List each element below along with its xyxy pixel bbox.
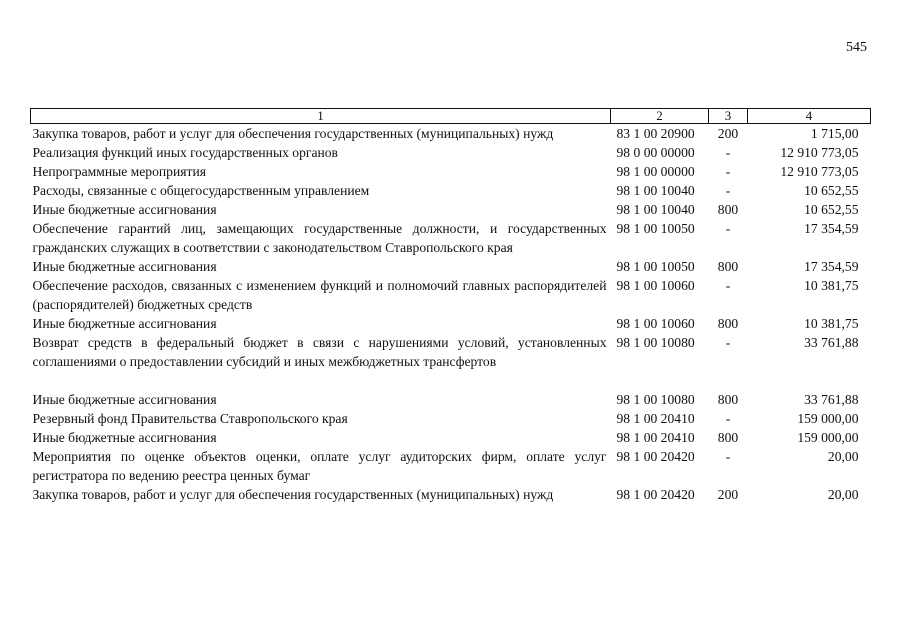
table-row: [31, 314, 871, 333]
row-name: Иные бюджетные ассигнования: [32, 202, 217, 217]
row-code: 98 1 00 10080: [616, 392, 695, 407]
row-code: 98 1 00 10050: [616, 259, 695, 274]
table-row: [31, 428, 871, 447]
table-header-row: [31, 109, 871, 124]
row-code: 98 1 00 10080: [616, 335, 695, 350]
table-row: [31, 390, 871, 409]
row-amount: 12 910 773,05: [780, 145, 859, 160]
row-name: Возврат средств в федеральный бюджет в связи с нарушениями условий, установленных соглашениями о предоставлении субсидий и иных межбюджетных трансфертов: [32, 335, 607, 369]
row-amount: 17 354,59: [804, 221, 859, 236]
table-row: [31, 257, 871, 276]
table-body: [31, 124, 871, 505]
row-type: 800: [717, 259, 739, 274]
column-header-type: 3: [709, 109, 748, 124]
row-amount: 10 381,75: [804, 316, 859, 331]
row-code: 98 1 00 10060: [616, 278, 695, 293]
row-code: 98 1 00 00000: [616, 164, 695, 179]
row-amount: 159 000,00: [797, 430, 859, 445]
row-amount: 10 381,75: [804, 278, 859, 293]
row-code: 98 1 00 10040: [616, 202, 695, 217]
row-amount: 20,00: [827, 487, 859, 502]
column-header-amount: 4: [748, 109, 871, 124]
row-type: -: [725, 335, 731, 350]
page-number: 545: [846, 40, 867, 55]
row-amount: 20,00: [827, 449, 859, 464]
row-type: 800: [717, 392, 739, 407]
row-type: -: [725, 411, 731, 426]
table-row: [31, 333, 871, 390]
table-row: [31, 409, 871, 428]
row-name: Закупка товаров, работ и услуг для обеспечения государственных (муниципальных) нужд: [32, 126, 554, 141]
row-name: Обеспечение расходов, связанных с изменением функций и полномочий главных распорядителей (распорядителей) бюджетных средств: [32, 278, 607, 312]
table-row: [31, 181, 871, 200]
row-name: Обеспечение гарантий лиц, замещающих государственные должности, и государственных гражданских служащих в соответствии с законодательством Ставропольского края: [32, 221, 607, 255]
row-amount: 12 910 773,05: [780, 164, 859, 179]
row-code: 98 1 00 10050: [616, 221, 695, 236]
row-amount: 33 761,88: [804, 335, 859, 350]
row-type: -: [725, 221, 731, 236]
row-amount: 33 761,88: [804, 392, 859, 407]
row-code: 98 1 00 20410: [616, 411, 695, 426]
row-code: 98 0 00 00000: [616, 145, 695, 160]
row-name: Реализация функций иных государственных органов: [32, 145, 338, 160]
table-row: [31, 124, 871, 144]
table-row: [31, 200, 871, 219]
row-name: Иные бюджетные ассигнования: [32, 392, 217, 407]
row-code: 98 1 00 20420: [616, 487, 695, 502]
table-row: [31, 485, 871, 504]
column-header-code: 2: [611, 109, 709, 124]
budget-table: [30, 108, 871, 504]
row-amount: 10 652,55: [804, 183, 859, 198]
table-row: [31, 219, 871, 257]
row-type: 800: [717, 202, 739, 217]
row-type: 800: [717, 316, 739, 331]
row-amount: 17 354,59: [804, 259, 859, 274]
row-type: -: [725, 278, 731, 293]
row-code: 83 1 00 20900: [616, 126, 695, 141]
row-type: -: [725, 183, 731, 198]
table-row: [31, 276, 871, 314]
row-amount: 10 652,55: [804, 202, 859, 217]
column-header-name: 1: [31, 109, 611, 124]
table-row: [31, 447, 871, 485]
row-code: 98 1 00 20410: [616, 430, 695, 445]
row-name: Расходы, связанные с общегосударственным управлением: [32, 183, 370, 198]
row-code: 98 1 00 20420: [616, 449, 695, 464]
row-name: Резервный фонд Правительства Ставропольского края: [32, 411, 348, 426]
table-row: [31, 162, 871, 181]
row-code: 98 1 00 10060: [616, 316, 695, 331]
row-name: Иные бюджетные ассигнования: [32, 316, 217, 331]
table-header: [31, 109, 871, 124]
table-row: [31, 143, 871, 162]
row-amount: 1 715,00: [810, 126, 859, 141]
row-type: -: [725, 449, 731, 464]
row-amount: 159 000,00: [797, 411, 859, 426]
row-code: 98 1 00 10040: [616, 183, 695, 198]
row-name: Мероприятия по оценке объектов оценки, оплате услуг аудиторских фирм, оплате услуг регистратора по ведению реестра ценных бумаг: [32, 449, 607, 483]
row-name: Непрограммные мероприятия: [32, 164, 206, 179]
row-name: Иные бюджетные ассигнования: [32, 259, 217, 274]
row-type: -: [725, 164, 731, 179]
row-type: 200: [717, 126, 739, 141]
row-type: 800: [717, 430, 739, 445]
row-name: Иные бюджетные ассигнования: [32, 430, 217, 445]
row-type: 200: [717, 487, 739, 502]
row-type: -: [725, 145, 731, 160]
row-name: Закупка товаров, работ и услуг для обеспечения государственных (муниципальных) нужд: [32, 487, 554, 502]
